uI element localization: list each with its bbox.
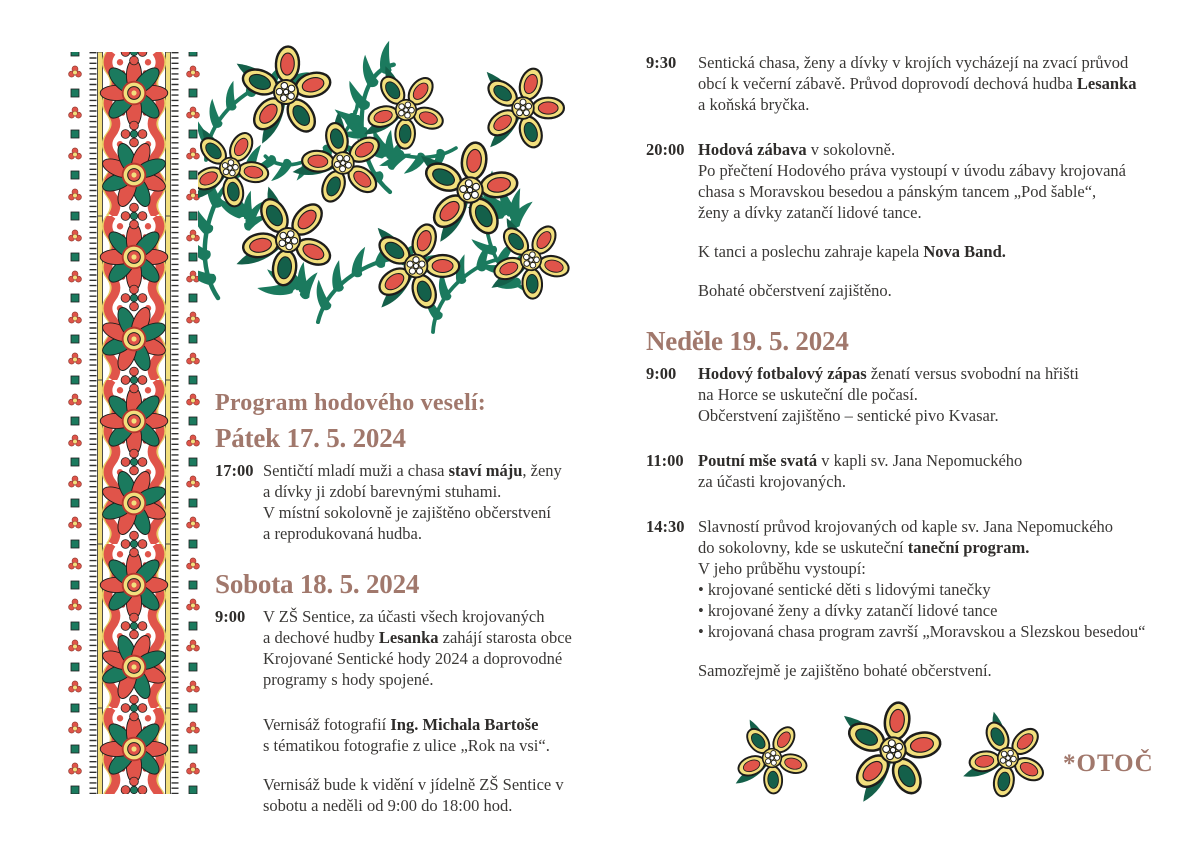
- text-line: • krojované ženy a dívky zatančí lidové tance: [698, 601, 998, 620]
- right-schedule: [646, 52, 1176, 681]
- text-line: Samozřejmě je zajištěno bohaté občerstvení.: [698, 661, 992, 680]
- event-text: [698, 139, 1126, 301]
- text-line: V jeho průběhu vystoupí:: [698, 559, 866, 578]
- text-line: Krojované Sentické hody 2024 a doprovodné: [263, 649, 563, 668]
- event-text: [698, 516, 1145, 681]
- text-line: Sentická chasa, ženy a dívky v krojích vycházejí na zvací průvod: [698, 53, 1129, 72]
- day-heading: Pátek 17. 5. 2024: [215, 423, 406, 453]
- text-line: [698, 642, 1145, 660]
- left-schedule: [215, 422, 600, 816]
- text-line: Vernisáž fotografií Ing. Michala Bartoše: [263, 715, 539, 734]
- right-column: [646, 52, 1176, 705]
- schedule-event: [646, 139, 1176, 301]
- text-line: sobotu a neděli od 9:00 do 18:00 hod.: [263, 796, 513, 815]
- floral-decoration-bottom: [700, 688, 1080, 838]
- text-line: Poutní mše svatá v kapli sv. Jana Nepomuckého: [698, 451, 1023, 470]
- text-line: Hodová zábava v sokolovně.: [698, 140, 896, 159]
- text-line: Vernisáž bude k vidění v jídelně ZŠ Sentice v: [263, 775, 564, 794]
- text-line: a koňská bryčka.: [698, 95, 810, 114]
- text-line: • krojovaná chasa program završí „Moravskou a Slezskou besedou“: [698, 622, 1146, 641]
- text-line: Slavností průvod krojovaných od kaple sv. Jana Nepomuckého: [698, 517, 1114, 536]
- event-time: [215, 714, 263, 816]
- text-line: Bohaté občerstvení zajištěno.: [698, 281, 892, 300]
- schedule-event: [215, 714, 600, 816]
- text-line: a reprodukovaná hudba.: [263, 524, 422, 543]
- text-line: a dívky ji zdobí barevnými stuhami.: [263, 482, 502, 501]
- text-line: K tanci a poslechu zahraje kapela Nova Band.: [698, 242, 1006, 261]
- event-text: [698, 52, 1137, 115]
- schedule-event: [646, 52, 1176, 115]
- text-line: programy s hody spojené.: [263, 670, 434, 689]
- event-text: [698, 363, 1079, 426]
- schedule-event: [646, 363, 1176, 426]
- text-line: [698, 223, 1126, 241]
- text-line: Občerstvení zajištěno – sentické pivo Kvasar.: [698, 406, 999, 425]
- left-column: [215, 388, 600, 840]
- text-line: • krojované sentické děti s lidovými tanečky: [698, 580, 991, 599]
- event-time: 9:30: [646, 53, 677, 72]
- text-line: s tématikou fotografie z ulice „Rok na vsi“.: [263, 736, 550, 755]
- text-line: V ZŠ Sentice, za účasti všech krojovaných: [263, 607, 545, 626]
- text-line: V místní sokolovně je zajištěno občerstvení: [263, 503, 551, 522]
- text-line: do sokolovny, kde se uskuteční taneční program.: [698, 538, 1030, 557]
- schedule-event: [646, 516, 1176, 681]
- schedule-event: [646, 450, 1176, 492]
- event-time: 14:30: [646, 517, 685, 536]
- day-heading: Neděle 19. 5. 2024: [646, 326, 849, 356]
- event-time: 9:00: [646, 364, 677, 383]
- event-time: 11:00: [646, 451, 684, 470]
- day-heading: Sobota 18. 5. 2024: [215, 569, 420, 599]
- folk-border-ornament: [66, 52, 202, 794]
- text-line: Po přečtení Hodového práva vystoupí v úvodu zábavy krojovaná: [698, 161, 1126, 180]
- text-line: chasa s Moravskou besedou a pánským tancem „Pod šable“,: [698, 182, 1097, 201]
- text-line: [698, 262, 1126, 280]
- turn-page-note: *OTOČ: [1063, 750, 1154, 777]
- event-text: [263, 714, 564, 816]
- event-time: 9:00: [215, 607, 246, 626]
- event-time: 17:00: [215, 461, 254, 480]
- text-line: [263, 756, 564, 774]
- program-title: Program hodového veselí:: [215, 390, 486, 416]
- text-line: za účasti krojovaných.: [698, 472, 846, 491]
- text-line: Hodový fotbalový zápas ženatí versus svobodní na hřišti: [698, 364, 1079, 383]
- text-line: ženy a dívky zatančí lidové tance.: [698, 203, 922, 222]
- schedule-event: [215, 606, 600, 690]
- schedule-event: [215, 460, 600, 544]
- floral-decoration-top: [198, 40, 573, 340]
- event-text: [263, 460, 562, 544]
- text-line: na Horce se uskuteční dle počasí.: [698, 385, 918, 404]
- event-text: [698, 450, 1022, 492]
- text-line: a dechové hudby Lesanka zahájí starosta obce: [263, 628, 572, 647]
- event-text: [263, 606, 572, 690]
- event-time: 20:00: [646, 140, 685, 159]
- text-line: Sentičtí mladí muži a chasa staví máju, ženy: [263, 461, 562, 480]
- text-line: obcí k večerní zábavě. Průvod doprovodí dechová hudba Lesanka: [698, 74, 1137, 93]
